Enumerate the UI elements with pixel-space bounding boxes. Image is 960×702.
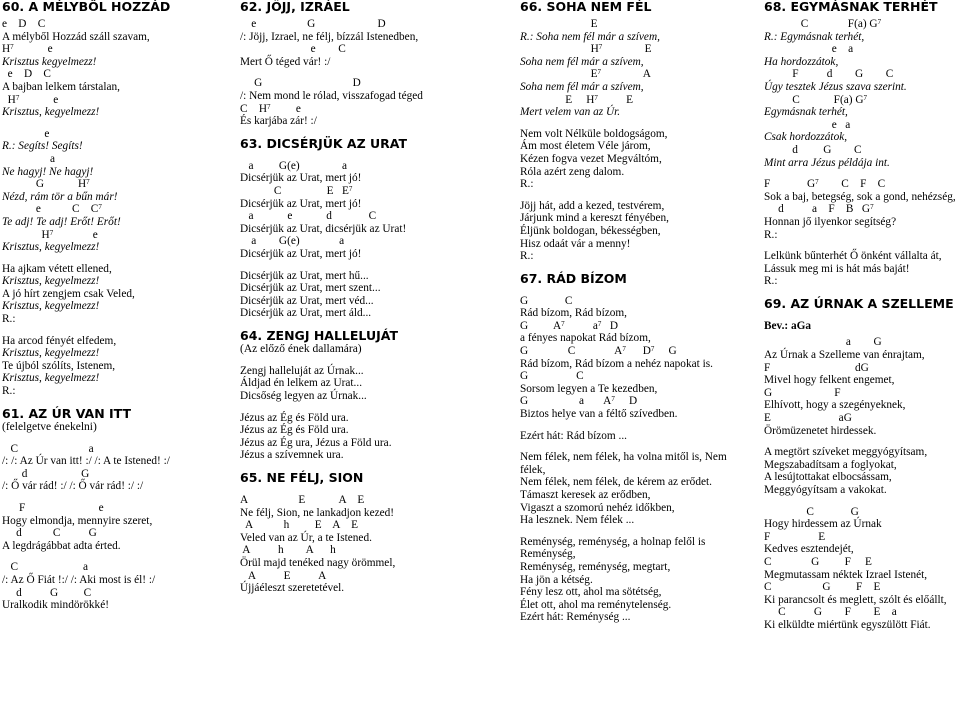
chord-line: G $A^7$ $a^7$ D	[520, 319, 619, 332]
lyric-line: A bajban lelkem társtalan,	[2, 80, 120, 93]
spacer	[520, 421, 760, 430]
lyric-line: Te újból szólíts, Istenem,	[2, 359, 116, 372]
chord-line: $H^7$ e	[2, 93, 59, 106]
lyric-line: Zengj halleluját az Úrnak...	[240, 364, 364, 377]
lyric-line: Dicsérjük az Urat, mert áld...	[240, 307, 372, 320]
lyric-line: Jézus az Ég és Föld ura.	[240, 424, 349, 437]
spacer	[240, 485, 490, 494]
lyric-line: A legdrágábbat adta érted.	[2, 539, 121, 552]
chord-line: e C $C^7$	[2, 203, 102, 216]
refrain-line: R.: Soha nem fél már a szívem,	[520, 30, 660, 43]
lyric-line: Ha jön a kétség.	[520, 573, 593, 586]
lyric-line: Ezért hát: Reménység ...	[520, 611, 631, 624]
lyric-line: Ki parancsolt és meglett, szólt és előállt,	[764, 593, 947, 606]
lyric-line: Örömüzenetet hirdessek.	[764, 424, 877, 437]
lyric-line: Hisz odaát vár a menny!	[520, 237, 631, 250]
refrain-line: Krisztus, kegyelmezz!	[2, 241, 100, 254]
chord-line: G a $A^7$ D	[520, 395, 638, 408]
lyric-line: R.:	[2, 313, 16, 326]
refrain-line: Krisztus kegyelmezz!	[2, 55, 97, 68]
lyric-line: A megtört szíveket meggyógyítsam,	[764, 446, 928, 459]
lyric-line: Veled van az Úr, a te Istened.	[240, 531, 372, 544]
chord-line: a G	[764, 336, 882, 349]
song-subtitle: (Az előző ének dallamára)	[240, 342, 362, 355]
lyric-line: Hogy elmondja, mennyire szeret,	[2, 514, 153, 527]
song-title: 63. DICSÉRJÜK AZ URAT	[240, 135, 408, 151]
lyric-line: Élet ott, ahol ma reménytelenség.	[520, 598, 672, 611]
chord-line: e G D	[240, 18, 386, 30]
refrain-line: R.: Segíts! Segíts!	[2, 140, 83, 153]
lyric-line: /: Ő vár rád! :/ /: Ő vár rád! :/ :/	[2, 480, 144, 493]
chord-line: G C $A^7$ $D^7$ G	[520, 345, 677, 358]
chord-line: F $G^7$ C F C	[764, 178, 886, 191]
chord-line: F e	[2, 502, 104, 514]
chord-line: E	[520, 18, 598, 30]
lyric-line: A lesújtottakat elbocsássam,	[764, 471, 892, 484]
lyric-line: És karjába zár! :/	[240, 115, 317, 128]
lyric-line: A jó hírt zengjem csak Veled,	[2, 287, 135, 300]
lyric-line: Jézus az Ég ura, Jézus a Föld ura.	[240, 436, 392, 449]
chord-line: a G(e) a	[240, 235, 345, 248]
refrain-line: Ne hagyj! Ne hagyj!	[2, 165, 94, 178]
chord-line: $H^7$ e	[2, 43, 53, 56]
chord-line: d a F B $G^7$	[764, 203, 874, 216]
spacer	[2, 493, 232, 502]
chord-line: C a	[2, 561, 88, 574]
chord-line: e a	[764, 118, 851, 131]
lyric-line: Nem félek, nem félek, de kérem az erődet.	[520, 476, 712, 489]
lyric-line: Jézus a szívemnek ura.	[240, 449, 344, 462]
chord-line: $E^7$ A	[520, 68, 651, 81]
spacer	[2, 434, 232, 443]
song-title: 67. RÁD BÍZOM	[520, 270, 627, 286]
spacer	[2, 326, 232, 335]
chord-line: C $H^7$ e	[240, 102, 301, 115]
spacer	[520, 442, 760, 451]
chord-line: A h E A E	[240, 519, 358, 532]
spacer	[2, 254, 232, 263]
chord-line: F dG	[764, 361, 869, 374]
song-title: 61. AZ ÚR VAN ITT	[2, 405, 132, 421]
chord-line: C F(a) $G^7$	[764, 18, 882, 30]
lyric-line: Lássuk meg mi is hát más baját!	[764, 262, 910, 275]
lyric-line: Biztos helye van a féltő szívedben.	[520, 408, 678, 421]
lyric-line: Sorsom legyen a Te kezedben,	[520, 382, 658, 395]
chord-line: G C	[520, 294, 573, 307]
chord-line: A h A h	[240, 544, 336, 557]
chord-line: C G F E	[764, 555, 872, 568]
chord-line: G F	[764, 386, 841, 399]
song-subtitle: (felelgetve énekelni)	[2, 420, 97, 433]
lyric-line: Ezért hát: Rád bízom ...	[520, 429, 627, 442]
refrain-line: Egymásnak terhét,	[764, 106, 848, 119]
lyric-line: Mivel hogy felkent engemet,	[764, 374, 895, 387]
lyric-line: /: Az Ő Fiát !:/ /: Aki most is él! :/	[2, 573, 156, 586]
lyric-line: Mert Ő téged vár! :/	[240, 55, 331, 68]
chord-line: C E $E^7$	[240, 184, 353, 197]
column-4	[764, 0, 960, 632]
lyric-line: Ne félj, Sion, ne lankadjon kezed!	[240, 506, 395, 519]
lyric-line: Az Úrnak a Szelleme van énrajtam,	[764, 349, 925, 362]
chord-line: e a	[764, 43, 854, 56]
lyric-line: Nem volt Nélküle boldogságom,	[520, 127, 668, 140]
spacer	[764, 241, 960, 250]
refrain-line: Krisztus, kegyelmezz!	[2, 300, 100, 313]
lyric-line: Jézus az Ég és Föld ura.	[240, 411, 349, 424]
chord-line: C F(a) $G^7$	[764, 93, 867, 106]
chord-line: e D C	[2, 68, 51, 81]
lyric-line: Vigaszt a szomorú nehéz időkben,	[520, 501, 675, 514]
lyric-line: Dicsérjük az Urat, mert jó!	[240, 247, 362, 260]
lyric-line: a fényes napokat Rád bízom,	[520, 332, 651, 345]
refrain-line: Soha nem fél már a szívem,	[520, 80, 644, 93]
lyric-line: Rád bízom, Rád bízom a nehéz napokat is.	[520, 357, 713, 370]
lyric-line: R.:	[2, 385, 16, 398]
chord-line: e C	[240, 43, 346, 56]
lyric-line: Hogy hirdessem az Úrnak	[764, 518, 882, 531]
lyric-line: Fény lesz ott, ahol ma sötétség,	[520, 586, 662, 599]
lyric-line: Megszabadítsam a foglyokat,	[764, 458, 897, 471]
lyric-line: Örül majd tenéked nagy örömmel,	[240, 557, 396, 569]
lyric-line: A mélyből Hozzád száll szavam,	[2, 30, 150, 43]
song-title: 65. NE FÉLJ, SION	[240, 470, 364, 486]
chord-line: e	[2, 127, 50, 140]
spacer	[240, 151, 490, 160]
spacer	[2, 119, 232, 128]
chord-line: d G C	[764, 143, 862, 156]
lyric-line: Ha lesznek. Nem félek ...	[520, 514, 635, 527]
refrain-line: Csak hordozzátok,	[764, 131, 848, 144]
spacer	[240, 356, 490, 365]
lyric-line: félek,	[520, 463, 546, 476]
song-title: 66. SOHA NEM FÉL	[520, 0, 652, 14]
refrain-line: Mert velem van az Úr.	[520, 106, 621, 119]
chord-line: F d G C	[764, 68, 894, 81]
chord-line: $H^7$ E	[520, 43, 652, 56]
refrain-line: Mint arra Jézus példája int.	[764, 156, 890, 169]
lyric-line: Nem félek, nem félek, ha volna mitől is, Nem	[520, 451, 727, 464]
chord-line: a	[2, 152, 56, 165]
spacer	[764, 311, 960, 320]
column-3	[520, 0, 760, 624]
refrain-line: R.: Egymásnak terhét,	[764, 30, 865, 43]
lyric-line: R.:	[764, 275, 778, 288]
chord-line: C a	[2, 442, 94, 455]
lyric-line: Ha ajkam vétett ellened,	[2, 262, 112, 275]
lyric-line: Bev.: aGa	[764, 319, 812, 332]
chord-line: C G F E a	[764, 606, 897, 619]
column-2	[240, 0, 490, 595]
spacer	[520, 191, 760, 200]
lyric-line: R.:	[764, 228, 778, 241]
lyric-line: Dicsérjük az Urat, mert jó!	[240, 172, 362, 185]
spacer	[520, 119, 760, 128]
chord-line: d G C	[2, 586, 92, 599]
lyric-line: Reménység, reménység, a holnap felől is	[520, 535, 706, 548]
lyric-line: Dicsérjük az Urat, mert szent...	[240, 282, 381, 295]
chord-line: d G	[2, 467, 90, 480]
refrain-line: Krisztus, kegyelmezz!	[2, 275, 100, 288]
lyric-line: Dicsérjük az Urat, mert hű...	[240, 269, 369, 282]
lyric-line: Reménység,	[520, 548, 576, 561]
lyric-line: Támaszt keresek az erődben,	[520, 489, 651, 501]
lyric-line: Róla azért zeng dalom.	[520, 165, 625, 178]
lyric-line: Uralkodik mindörökké!	[2, 599, 109, 612]
spacer	[240, 403, 490, 412]
chord-line: G D	[240, 77, 361, 90]
song-title: 62. JÖJJ, IZRÁEL	[240, 0, 350, 14]
lyric-line: Kézen fogva vezet Megváltóm,	[520, 152, 662, 165]
lyric-line: Dicsőség legyen az Úrnak...	[240, 390, 367, 403]
lyric-line: Lelkünk bűnterhét Ő önként vállalta át,	[764, 250, 942, 263]
lyric-line: Éljünk boldogan, békességben,	[520, 224, 661, 237]
chord-line: C G F E	[764, 581, 881, 594]
refrain-line: Nézd, rám tör a bűn már!	[2, 190, 118, 203]
spacer	[2, 552, 232, 561]
refrain-line: Soha nem fél már a szívem,	[520, 55, 644, 68]
spacer	[520, 527, 760, 536]
lyric-line: Dicsérjük az Urat, dicsérjük az Urat!	[240, 222, 407, 235]
refrain-line: Krisztus, kegyelmezz!	[2, 372, 100, 385]
chord-line: F E	[764, 530, 826, 543]
lyric-line: Ám most életem Véle járom,	[520, 140, 651, 153]
refrain-line: Te adj! Te adj! Erőt! Erőt!	[2, 215, 121, 228]
lyric-line: Reménység, reménység, megtart,	[520, 560, 671, 573]
lyric-line: /: Nem mond le rólad, visszafogad téged	[240, 89, 423, 102]
lyric-line: Ki elküldte miértünk egyszülött Fiát.	[764, 618, 931, 631]
lyric-line: Újjáéleszt szeretetével.	[240, 582, 345, 595]
lyric-line: Áldjad én lelkem az Urat...	[240, 377, 363, 390]
lyric-line: Dicsérjük az Urat, mert véd...	[240, 294, 374, 307]
song-title: 64. ZENGJ HALLELUJÁT	[240, 327, 398, 343]
refrain-line: Úgy tesztek Jézus szava szerint.	[764, 80, 907, 93]
lyric-line: Honnan jő ilyenkor segítség?	[764, 215, 897, 228]
spacer	[764, 437, 960, 446]
lyric-line: /: /: Az Úr van itt! :/ /: A te Istened! :/	[2, 455, 170, 468]
lyric-line: R.:	[520, 250, 534, 263]
spacer	[240, 68, 490, 77]
spacer	[240, 261, 490, 270]
lyric-line: Ha arcod fényét elfedem,	[2, 334, 117, 347]
chord-line: E aG	[764, 412, 852, 425]
spacer	[520, 286, 760, 295]
lyric-line: /: Jöjj, Izrael, ne félj, bízzál Istenedben,	[240, 30, 419, 43]
spacer	[764, 169, 960, 178]
lyric-line: Meggyógyítsam a vakokat.	[764, 484, 887, 496]
refrain-line: Ha hordozzátok,	[764, 55, 839, 68]
chord-line: A E A	[240, 569, 327, 582]
lyric-line: R.:	[520, 178, 534, 191]
lyric-line: Megmutassam néktek Izrael Istenét,	[764, 568, 928, 581]
chord-line: G $H^7$	[2, 178, 90, 191]
chord-line: a e d C	[240, 210, 377, 223]
lyric-line: Sok a baj, betegség, sok a gond, nehézség,	[764, 190, 956, 203]
column-1	[2, 0, 232, 612]
lyric-line: Kedves esztendejét,	[764, 543, 854, 556]
song-title: 60. A MÉLYBŐL HOZZÁD	[2, 0, 171, 14]
spacer	[764, 497, 960, 506]
chord-line: a G(e) a	[240, 159, 347, 172]
chord-line: $H^7$ e	[2, 228, 98, 241]
lyric-line: Járjunk mind a kereszt fényében,	[520, 212, 669, 225]
chord-line: d C G	[2, 527, 97, 540]
chord-line: A E A E	[240, 494, 365, 507]
song-title: 69. AZ ÚRNAK A SZELLEME	[764, 295, 954, 311]
refrain-line: Krisztus, kegyelmezz!	[2, 347, 100, 360]
chord-line: E $H^7$ E	[520, 93, 634, 106]
lyric-line: Jöjj hát, add a kezed, testvérem,	[520, 199, 665, 212]
chord-line: e D C	[2, 18, 46, 30]
chord-line: C G	[764, 505, 859, 518]
chord-line: G C	[520, 370, 584, 383]
lyric-line: Rád bízom, Rád bízom,	[520, 307, 627, 320]
lyric-line: Dicsérjük az Urat, mert jó!	[240, 197, 362, 210]
song-title: 68. EGYMÁSNAK TERHÉT	[764, 0, 938, 14]
lyric-line: Elhívott, hogy a szegényeknek,	[764, 399, 906, 412]
refrain-line: Krisztus, kegyelmezz!	[2, 106, 100, 119]
